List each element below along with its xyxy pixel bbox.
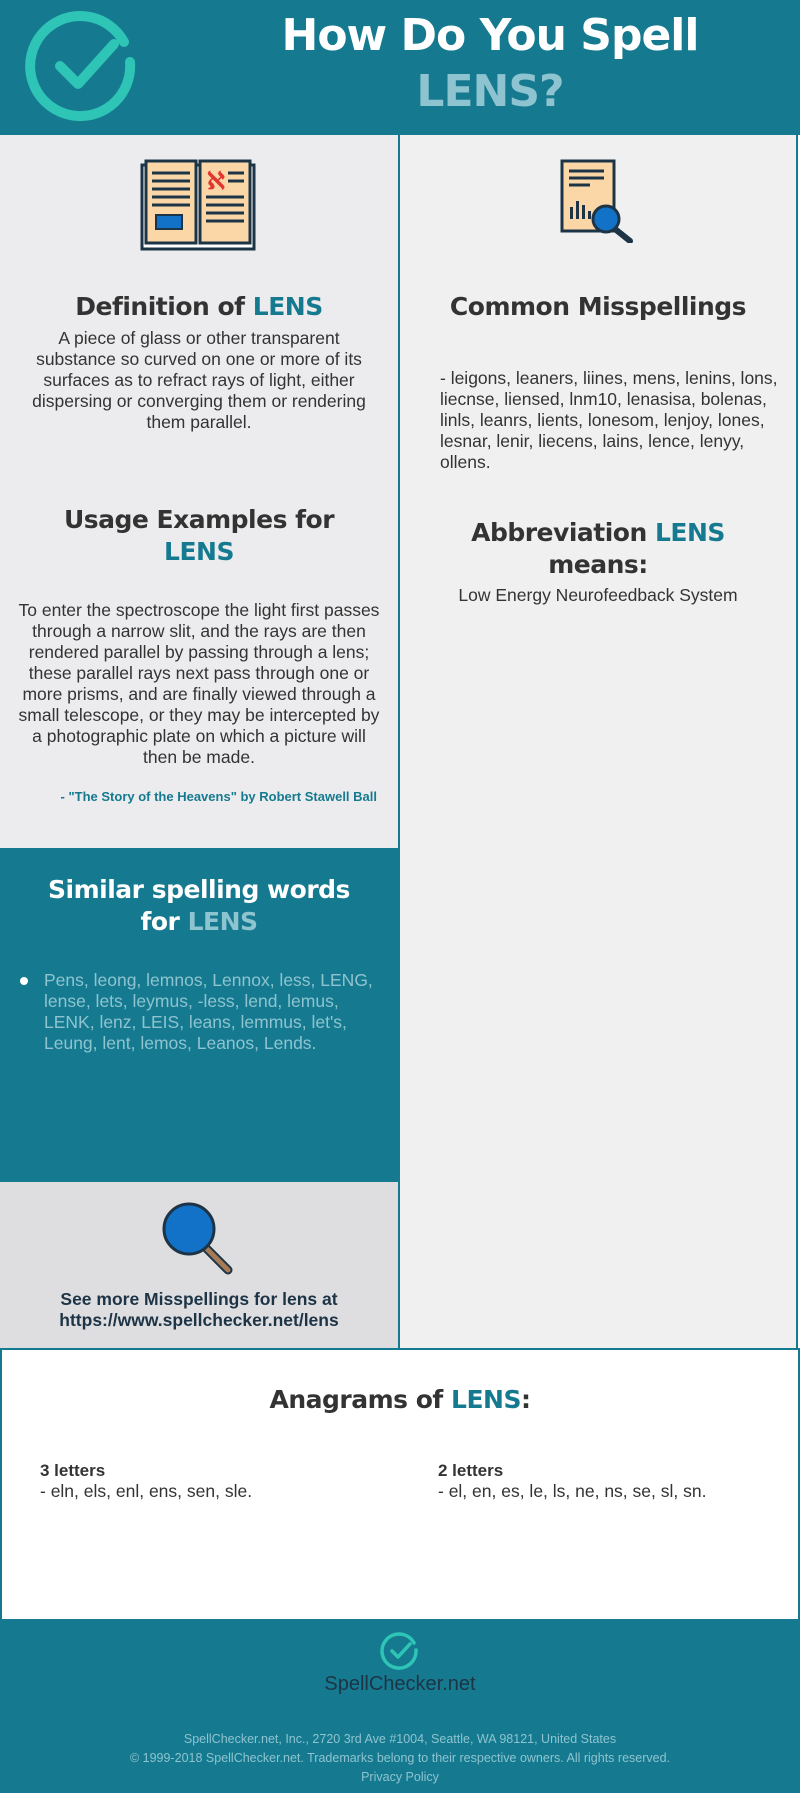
anagram-group-3	[40, 1460, 380, 1502]
definition-usage-section	[0, 135, 398, 848]
right-column	[398, 135, 798, 1348]
anagram-group-label: 3 letters	[40, 1461, 106, 1480]
similar-heading-word: LENS	[187, 907, 258, 936]
abbreviation-heading-suffix: means:	[548, 550, 648, 579]
abbreviation-text: Low Energy Neurofeedback System	[458, 585, 738, 605]
privacy-policy-link[interactable]: Privacy Policy	[361, 1770, 439, 1784]
definition-text: A piece of glass or other transparent substance so curved on one or more of its surfaces as to refract rays of light, either dispersing or converging them or rendering them parallel.	[32, 328, 366, 432]
similar-heading-prefix: for	[140, 907, 180, 936]
footer-address: SpellChecker.net, Inc., 2720 3rd Ave #1004, Seattle, WA 98121, United States	[183, 1732, 617, 1746]
usage-source: - "The Story of the Heavens" by Robert Stawell Ball	[60, 789, 377, 804]
misspellings-heading: Common Misspellings	[449, 292, 747, 321]
definition-heading-prefix: Definition of	[75, 292, 245, 321]
similar-words-list	[18, 970, 378, 1054]
footer	[0, 1619, 800, 1793]
anagrams-heading-suffix: :	[520, 1385, 531, 1414]
page-title-word: LENS?	[416, 66, 564, 117]
magnifier-icon	[160, 1200, 238, 1278]
similar-heading-line: Similar spelling words	[48, 875, 350, 904]
similar-heading	[0, 874, 398, 938]
open-book-icon	[140, 159, 256, 253]
page-title: How Do You Spell	[281, 10, 699, 61]
svg-text:ℵ: ℵ	[207, 166, 225, 195]
more-misspellings-url[interactable]: https://www.spellchecker.net/lens	[59, 1310, 339, 1330]
anagram-group-words: - el, en, es, le, ls, ne, ns, se, sl, sn.	[438, 1481, 707, 1501]
similar-words-item: Pens, leong, lemnos, Lennox, less, LENG, lense, lets, leymus, -less, lend, lemus, LENK, lenz, LEIS, leans, lemmus, let's, Leung, lent, lemos, Leanos, Lends.	[18, 970, 378, 1054]
usage-heading-line: Usage Examples for	[63, 505, 335, 534]
document-chart-icon	[560, 159, 638, 243]
misspellings-text: - leigons, leaners, liines, mens, lenins, lons, liecnse, liensed, lnm10, lenasisa, bolenas, linls, leanrs, lients, lonesom, lenjoy, lones, lesnar, lenir, liecens, lains, lence, lenyy, ollens.	[440, 368, 778, 472]
checkmark-logo-icon[interactable]	[22, 6, 144, 128]
anagram-group-label: 2 letters	[438, 1461, 504, 1480]
more-misspellings-section	[0, 1182, 398, 1348]
checkmark-logo-small-icon[interactable]	[380, 1631, 420, 1671]
usage-heading-word: LENS	[164, 537, 234, 566]
usage-example-text: To enter the spectroscope the light first passes through a narrow slit, and the rays are then rendered parallel by passing through a lens; these parallel rays next pass through one or more prisms, and are finally viewed through a small telescope, or they may be intercepted by a photographic plate on which a picture will then be made.	[18, 600, 380, 767]
footer-copyright: © 1999-2018 SpellChecker.net. Trademarks belong to their respective owners. All rights reserved.	[129, 1751, 671, 1765]
anagrams-heading	[2, 1384, 798, 1416]
footer-brand[interactable]: SpellChecker.net	[324, 1673, 476, 1695]
anagrams-section	[0, 1348, 800, 1619]
abbreviation-heading-prefix: Abbreviation	[471, 518, 647, 547]
anagram-group-2	[438, 1460, 778, 1502]
abbreviation-heading	[400, 517, 796, 581]
content-area	[0, 135, 800, 1348]
usage-heading	[0, 504, 398, 568]
more-misspellings-link-text[interactable]: See more Misspellings for lens at	[60, 1289, 338, 1309]
anagrams-heading-prefix: Anagrams of	[269, 1385, 443, 1414]
anagram-group-words: - eln, els, enl, ens, sen, sle.	[40, 1481, 253, 1501]
definition-heading	[0, 291, 398, 323]
abbreviation-heading-word: LENS	[654, 518, 725, 547]
header	[0, 0, 800, 135]
anagrams-heading-word: LENS	[451, 1385, 521, 1414]
definition-heading-word: LENS	[252, 292, 323, 321]
